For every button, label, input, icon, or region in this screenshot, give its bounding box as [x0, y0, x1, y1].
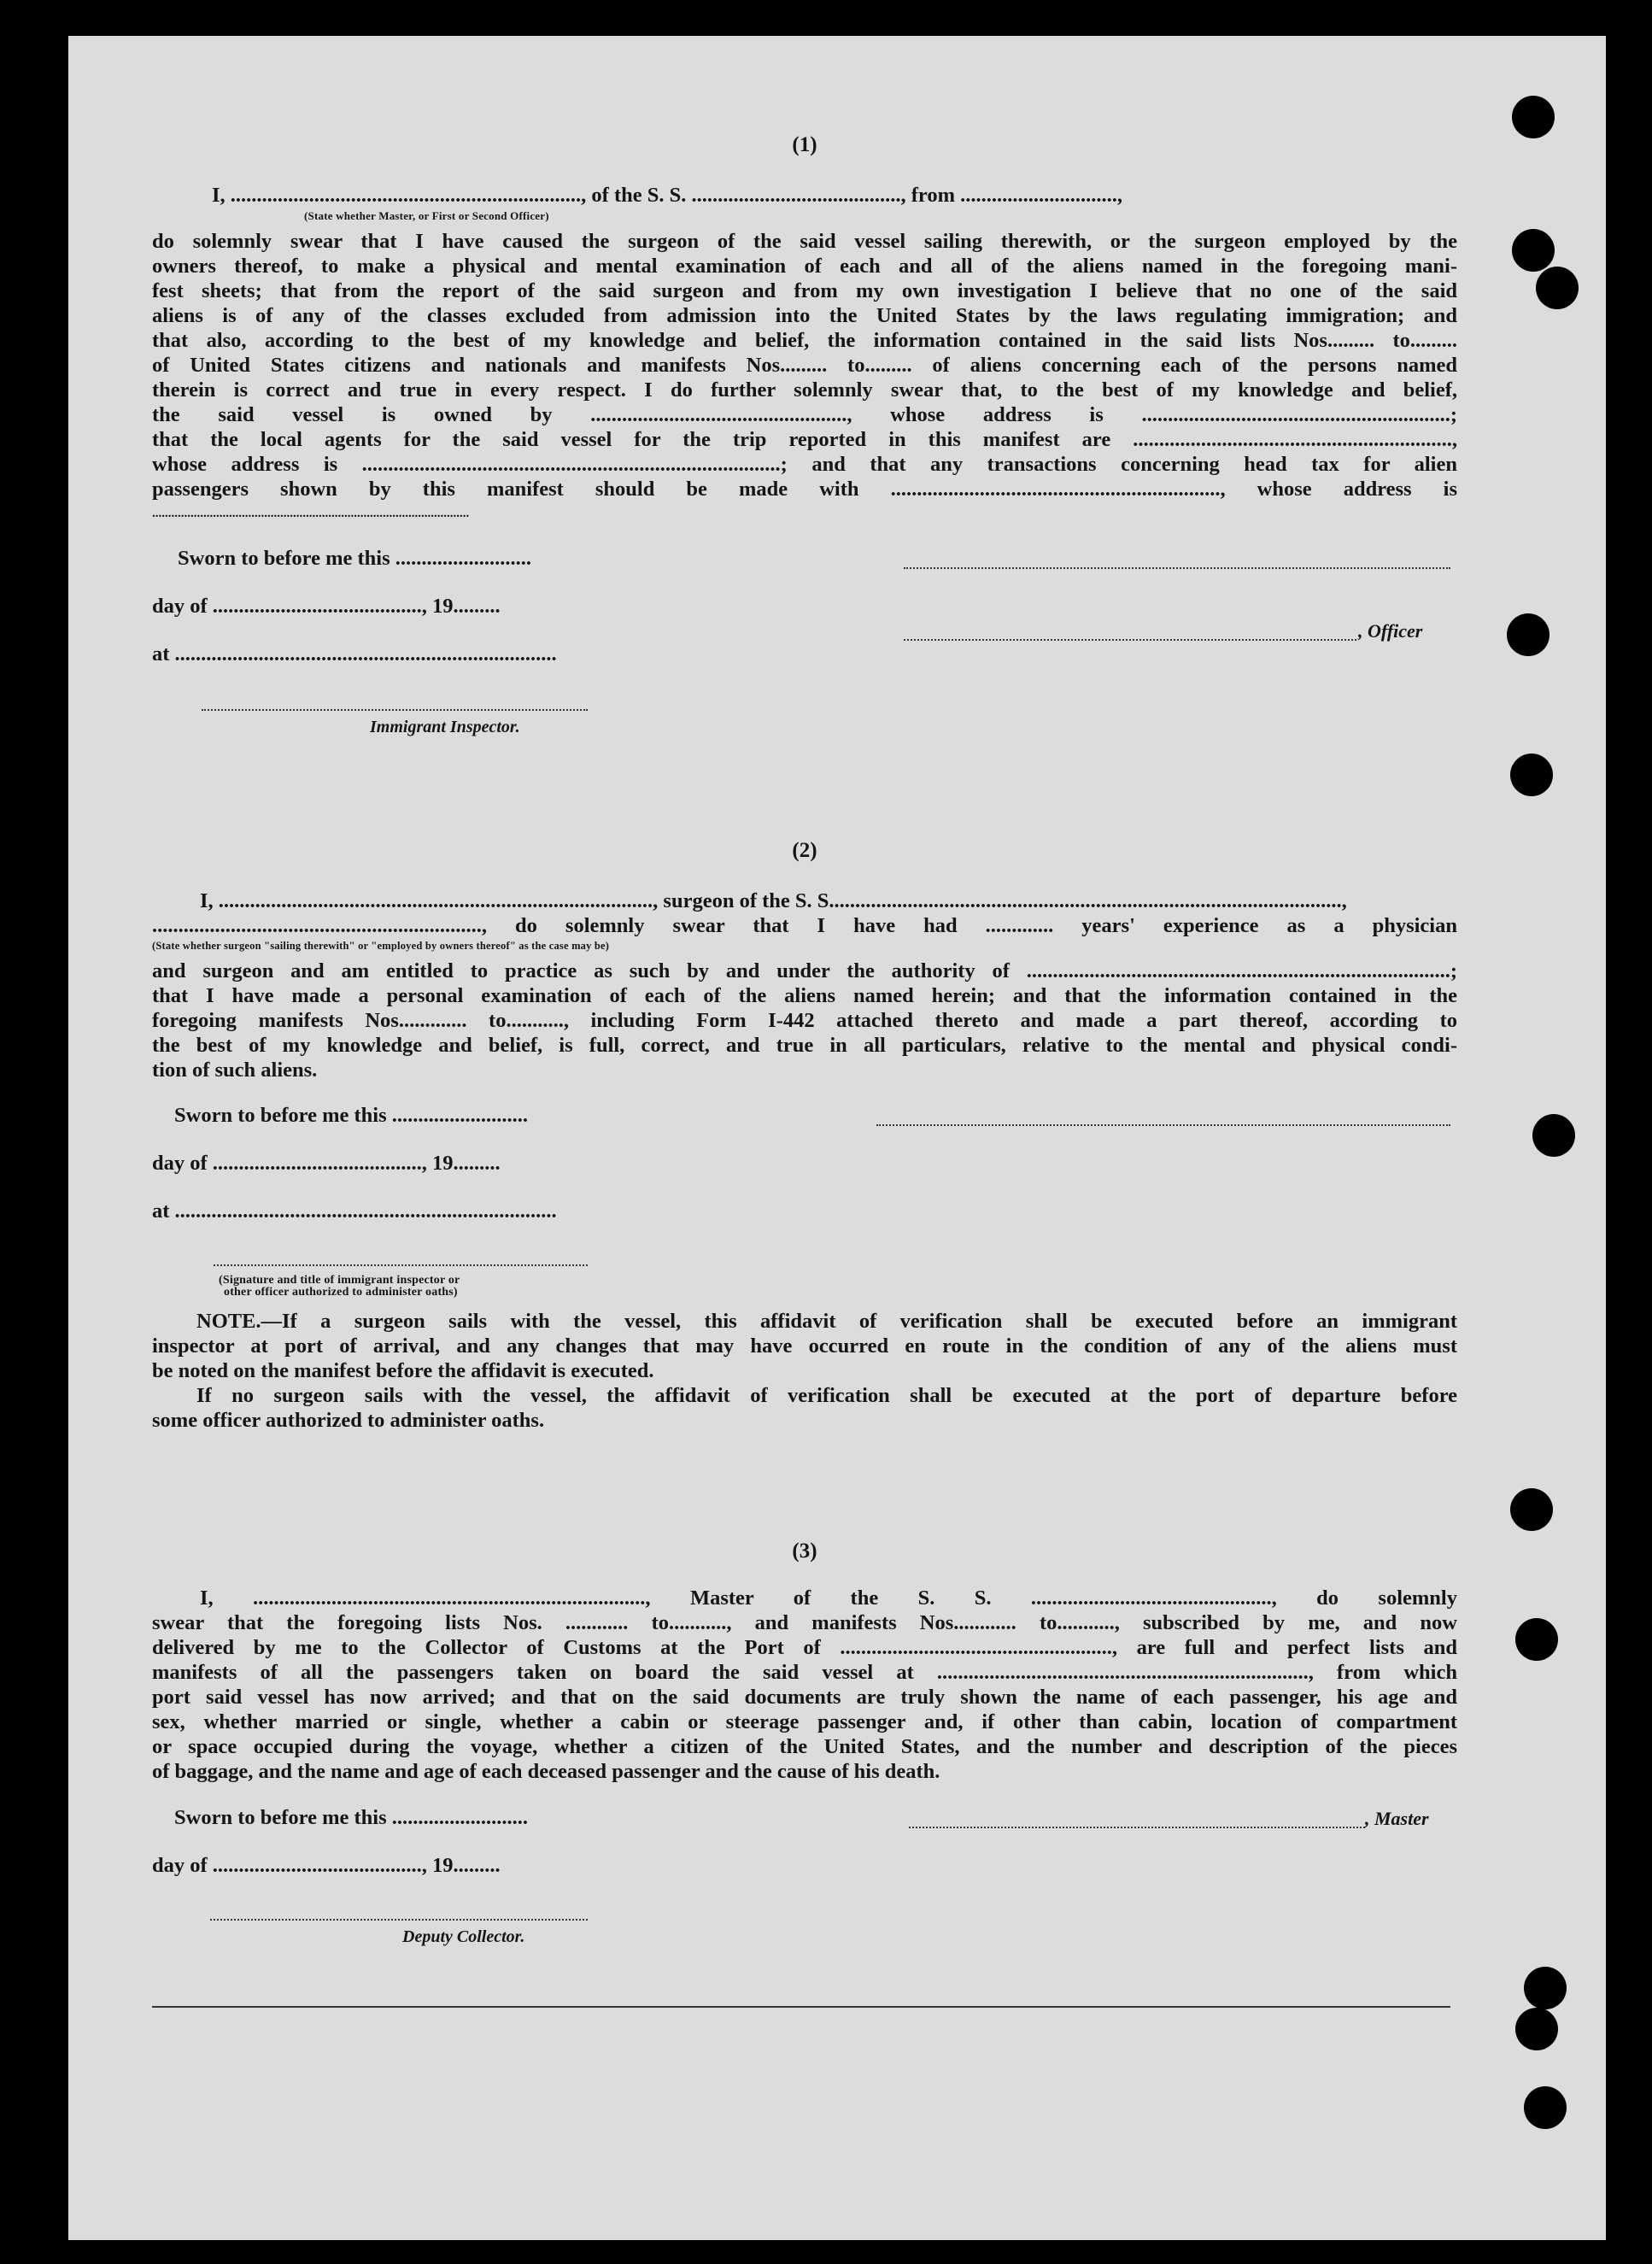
section-1-body-line: ................................................................................................... — [152, 507, 470, 520]
section-1-body-line: whose address is ................................................................................; and that any transactions concerning head tax for alien — [152, 453, 1457, 476]
section-1-body-line: passengers shown by this manifest should be made with ..............................................................., whose address is — [152, 478, 1457, 501]
section-2-body-line: and surgeon and am entitled to practice as such by and under the authority of .................................................................................; — [152, 959, 1457, 982]
section-2-surgeon-signature-line[interactable] — [876, 1124, 1450, 1126]
section-1-sworn-field[interactable]: Sworn to before me this .......................... — [178, 547, 531, 570]
section-1-body-line: do solemnly swear that I have caused the surgeon of the said vessel sailing therewith, or the surgeon employed by the — [152, 230, 1457, 253]
section-3-body-line: delivered by me to the Collector of Customs at the Port of ...................................................., are full and perfect lists and — [152, 1636, 1457, 1659]
section-3-body-line: of baggage, and the name and age of each deceased passenger and the cause of his death. — [152, 1760, 940, 1783]
section-2-line-2-note: (State whether surgeon "sailing therewith" or "employed by owners thereof" as the case may be) — [152, 940, 610, 952]
section-1-inspector-signature-line[interactable] — [202, 709, 588, 711]
section-1-body-line: owners thereof, to make a physical and mental examination of each and all of the aliens named in the foregoing mani- — [152, 255, 1457, 278]
section-3-collector-label: Deputy Collector. — [402, 1927, 525, 1946]
section-3-sworn-field[interactable]: Sworn to before me this .......................... — [174, 1806, 528, 1829]
section-3-body-line: sex, whether married or single, whether a cabin or steerage passenger and, if other than cabin, location of compartment — [152, 1710, 1457, 1733]
section-2-body-line: the best of my knowledge and belief, is full, correct, and true in all particulars, relative to the mental and physical condi- — [152, 1034, 1457, 1057]
section-1-line-1-note: (State whether Master, or First or Second Officer) — [304, 209, 549, 222]
section-1-officer-signature-line[interactable] — [904, 567, 1450, 569]
section-1-body-line: that the local agents for the said vessel for the trip reported in this manifest are ............................................................., — [152, 428, 1457, 451]
form-content — [152, 36, 1457, 2069]
section-2-day-field[interactable]: day of ........................................, 19......... — [152, 1152, 501, 1175]
section-2-note-line: inspector at port of arrival, and any changes that may have occurred en route in the condition of any of the aliens must — [152, 1334, 1457, 1358]
section-2-inspector-note: other officer authorized to administer oaths) — [224, 1286, 458, 1299]
section-2-number: (2) — [792, 839, 817, 862]
punch-hole — [1524, 1967, 1567, 2009]
section-3-body-line: I, ..........................................................................., Master of the S. S. .............................................., do solemnly — [200, 1587, 1457, 1610]
section-1-officer-label: , Officer — [1358, 620, 1423, 642]
section-3-body-line: swear that the foregoing lists Nos. ............ to..........., and manifests Nos............ to..........., subscribed by me, and now — [152, 1611, 1457, 1634]
section-2-note-line: NOTE.—If a surgeon sails with the vessel, this affidavit of verification shall be executed before an immigrant — [196, 1310, 1457, 1333]
punch-hole — [1515, 2008, 1558, 2050]
section-1-at-field[interactable]: at ......................................................................... — [152, 642, 557, 666]
section-1-body-line: the said vessel is owned by ................................................., whose address is ...........................................................; — [152, 403, 1457, 426]
section-1-body-line: that also, according to the best of my knowledge and belief, the information contained in the said lists Nos......... to......... — [152, 329, 1457, 352]
punch-hole — [1515, 1618, 1558, 1661]
section-2-note-line: If no surgeon sails with the vessel, the affidavit of verification shall be executed at the port of departure before — [196, 1384, 1457, 1407]
section-2-body-line: foregoing manifests Nos............. to..........., including Form I-442 attached thereto and made a part thereof, according to — [152, 1009, 1457, 1032]
section-3-master-signature-line[interactable] — [909, 1827, 1365, 1828]
section-3-number: (3) — [792, 1540, 817, 1563]
punch-hole — [1524, 2086, 1567, 2129]
section-2-body-line: tion of such aliens. — [152, 1059, 318, 1082]
section-1-number: (1) — [792, 133, 817, 156]
section-1-body-line: therein is correct and true in every respect. I do further solemnly swear that, to the best of my knowledge and belief, — [152, 378, 1457, 402]
section-3-master-label: , Master — [1365, 1808, 1429, 1829]
section-2-body-line: that I have made a personal examination of each of the aliens named herein; and that the information contained in the — [152, 984, 1457, 1007]
section-1-line-1: I, ..................................................................., of the S. S. ........................................, from .............................., — [212, 184, 1122, 207]
punch-hole — [1507, 613, 1549, 656]
section-1-officer-name-line[interactable] — [904, 639, 1356, 641]
section-3-body-line: port said vessel has now arrived; and that on the said documents are truly shown the name of each passenger, his age and — [152, 1686, 1457, 1709]
section-2-at-field[interactable]: at ......................................................................... — [152, 1199, 557, 1223]
section-1-inspector-label: Immigrant Inspector. — [370, 718, 520, 736]
section-2-note-line: be noted on the manifest before the affidavit is executed. — [152, 1359, 654, 1382]
section-2-inspector-note: (Signature and title of immigrant inspector or — [219, 1274, 460, 1287]
section-2-sworn-field[interactable]: Sworn to before me this .......................... — [174, 1104, 528, 1127]
section-3-day-field[interactable]: day of ........................................, 19......... — [152, 1854, 501, 1877]
punch-hole — [1510, 754, 1553, 796]
section-2-line-2: ..............................................................., do solemnly swear that I have had ............. years' experience as a physician — [152, 914, 1457, 937]
punch-hole — [1512, 96, 1555, 138]
bottom-rule — [152, 2006, 1450, 2008]
section-1-day-field[interactable]: day of ........................................, 19......... — [152, 595, 501, 618]
section-2-note-line: some officer authorized to administer oaths. — [152, 1409, 545, 1432]
section-3-collector-signature-line[interactable] — [210, 1919, 588, 1921]
punch-hole — [1536, 267, 1579, 309]
section-1-body-line: of United States citizens and nationals and manifests Nos......... to......... of aliens concerning each of the persons named — [152, 354, 1457, 377]
punch-hole — [1512, 229, 1555, 272]
section-2-line-1: I, ..................................................................................., surgeon of the S. S.................................................................................................., — [200, 889, 1347, 912]
section-3-body-line: or space occupied during the voyage, whether a citizen of the United States, and the number and description of the pieces — [152, 1735, 1457, 1758]
section-2-inspector-signature-line[interactable] — [214, 1264, 588, 1266]
section-1-body-line: aliens is of any of the classes excluded from admission into the United States by the laws regulating immigration; and — [152, 304, 1457, 327]
punch-hole — [1510, 1488, 1553, 1531]
punch-hole — [1532, 1114, 1575, 1157]
section-3-body-line: manifests of all the passengers taken on board the said vessel at ......................................................................., from which — [152, 1661, 1457, 1684]
section-1-body-line: fest sheets; that from the report of the said surgeon and from my own investigation I believe that no one of the said — [152, 279, 1457, 302]
